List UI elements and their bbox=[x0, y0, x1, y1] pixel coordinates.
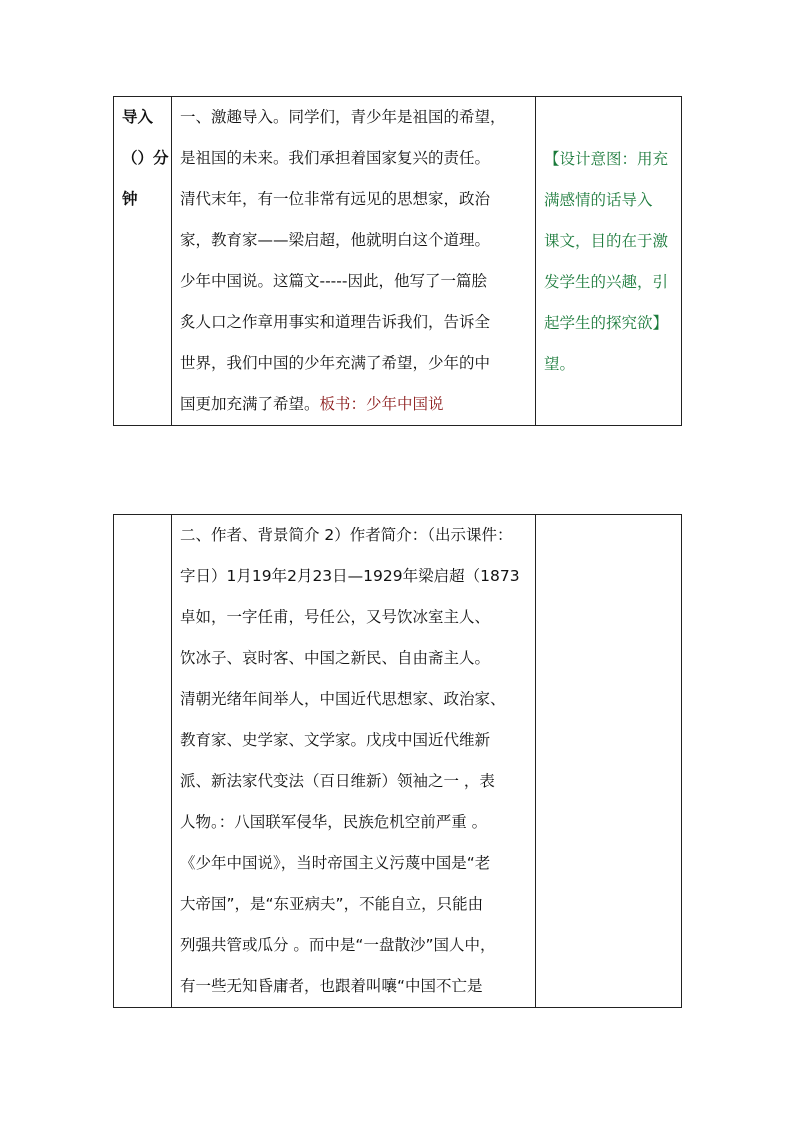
content-cell bbox=[172, 515, 536, 1008]
content-line: 少年中国说。这篇文-----因此，他写了一篇脍 bbox=[180, 272, 487, 290]
content-line: 炙人口之作章用事实和道理告诉我们，告诉全 bbox=[180, 313, 491, 331]
table-row bbox=[114, 515, 682, 1008]
content-line-last bbox=[180, 384, 529, 425]
content-line: 家，教育家——梁启超，他就明白这个道理。 bbox=[180, 231, 491, 249]
content-line: 是祖国的未来。我们承担着国家复兴的责任。 bbox=[180, 149, 491, 167]
content-line: 《少年中国说》，当时帝国主义污蔑中国是“老 bbox=[180, 854, 491, 872]
content-line: 有一些无知昏庸者，也跟着叫嚷“中国不亡是 bbox=[180, 977, 483, 995]
content-line: 大帝国”，是“东亚病夫”，不能自立，只能由 bbox=[180, 895, 484, 913]
design-intent-line: 起学生的探究欲】 bbox=[544, 314, 669, 332]
design-intent-line: 望。 bbox=[544, 355, 576, 373]
content-text: 国更加充满了希望。 bbox=[180, 395, 320, 413]
content-line: 二、作者、背景简介 2）作者简介：（出示课件： bbox=[180, 526, 513, 544]
design-intent-line: 【设计意图：用充 bbox=[544, 150, 669, 168]
stage-label-line: （）分 bbox=[122, 149, 169, 167]
content-line: 人物。：八国联军侵华，民族危机空前严重 。 bbox=[180, 813, 488, 831]
content-line: 饮冰子、哀时客、中国之新民、自由斋主人。 bbox=[180, 649, 491, 667]
content-line: 派、新法家代变法（百日维新）领袖之一 ，表 bbox=[180, 772, 495, 790]
stage-label-line: 导入 bbox=[122, 108, 154, 126]
content-line: 卓如，一字任甫，号任公，又号饮冰室主人、 bbox=[180, 608, 491, 626]
content-line: 教育家、史学家、文学家。戊戌中国近代维新 bbox=[180, 731, 491, 749]
lesson-table-author bbox=[113, 514, 682, 1008]
design-intent-line: 发学生的兴趣，引 bbox=[544, 273, 669, 291]
content-line: 列强共管或瓜分 。而中是“一盘散沙”国人中， bbox=[180, 936, 496, 954]
design-intent-line: 课文，目的在于激 bbox=[544, 232, 669, 250]
stage-label-line: 钟 bbox=[122, 190, 138, 208]
lesson-table-intro bbox=[113, 96, 682, 426]
content-line: 一、激趣导入。同学们，青少年是祖国的希望， bbox=[180, 108, 506, 126]
content-line: 世界，我们中国的少年充满了希望，少年的中 bbox=[180, 354, 491, 372]
content-line: 清代末年，有一位非常有远见的思想家，政治 bbox=[180, 190, 491, 208]
stage-cell bbox=[114, 97, 172, 426]
design-intent-cell bbox=[536, 515, 682, 1008]
design-intent-line: 满感情的话导入 bbox=[544, 191, 653, 209]
stage-cell bbox=[114, 515, 172, 1008]
content-line: 清朝光绪年间举人，中国近代思想家、政治家、 bbox=[180, 690, 506, 708]
table-row bbox=[114, 97, 682, 426]
design-intent-cell bbox=[536, 97, 682, 426]
content-cell bbox=[172, 97, 536, 426]
board-note: 板书：少年中国说 bbox=[319, 395, 444, 413]
content-line: 字日）1月19年2月23日—1929年梁启超（1873 bbox=[180, 567, 520, 585]
